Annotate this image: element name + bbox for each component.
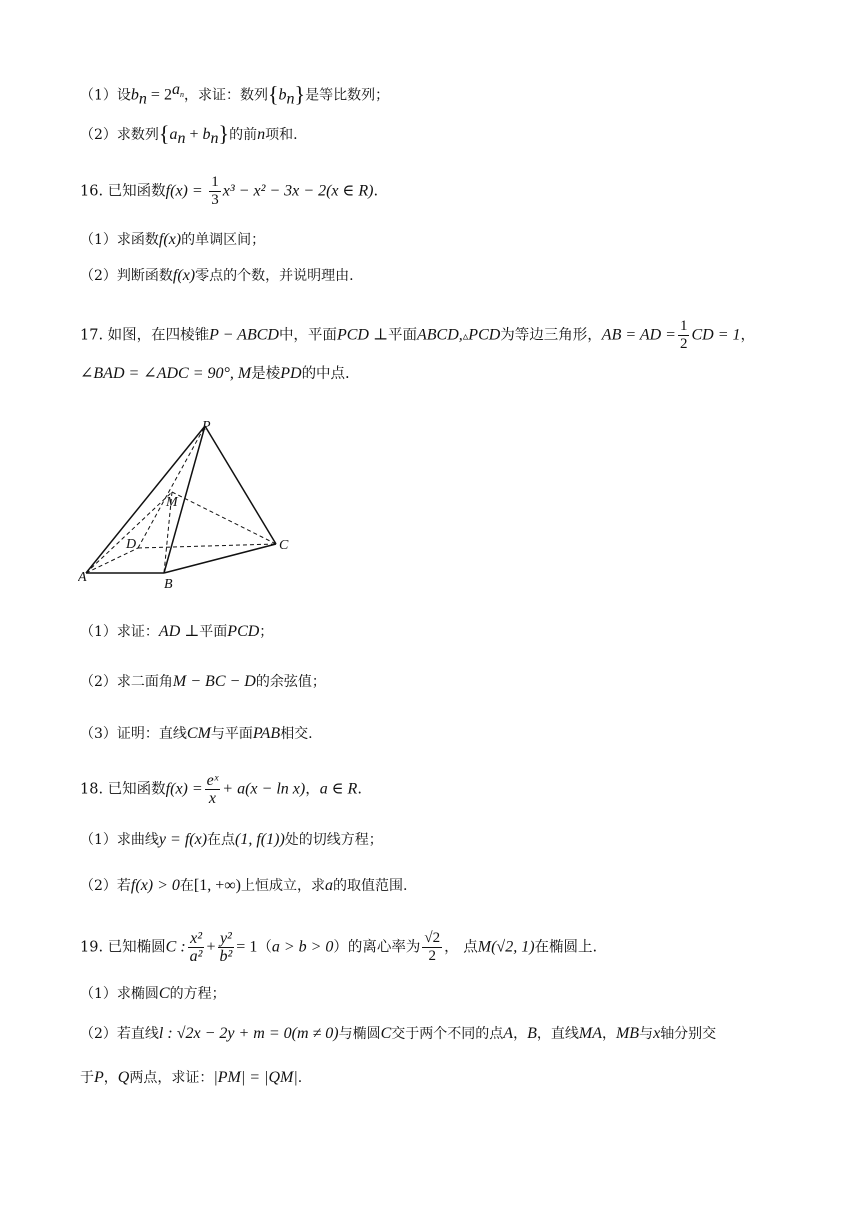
math: P xyxy=(94,1069,104,1086)
math: + xyxy=(185,126,203,143)
math: M(√2, 1) xyxy=(477,938,535,956)
math: y = f(x) xyxy=(158,831,208,848)
text: ， xyxy=(601,1026,616,1042)
q16-part1 xyxy=(80,230,265,250)
label-D: D xyxy=(126,537,137,552)
text: 的前 xyxy=(229,127,258,143)
math: b xyxy=(130,86,139,104)
math: f(x) xyxy=(158,231,182,248)
text: ， xyxy=(513,1026,528,1042)
edge-MA xyxy=(86,492,172,573)
math: MB xyxy=(615,1025,640,1042)
fraction xyxy=(422,930,442,965)
text: 19. 已知椭圆 xyxy=(80,939,166,956)
numerator: √2 xyxy=(424,930,441,946)
text: 在点 xyxy=(207,832,236,848)
math: f(x) > 0 xyxy=(130,877,180,894)
numerator: y² xyxy=(218,930,235,948)
q18-statement xyxy=(80,772,362,807)
math: AD ⊥ xyxy=(158,623,200,640)
text: 的方程； xyxy=(169,986,226,1002)
math: ∠BAD = ∠ADC = 90°, M xyxy=(80,365,252,382)
fraction xyxy=(218,930,235,965)
text: （1）求椭圆 xyxy=(80,986,159,1002)
text: 的余弦值； xyxy=(255,674,326,690)
text: （ xyxy=(257,939,272,956)
fraction xyxy=(678,318,690,353)
math: PAB xyxy=(252,725,281,742)
text: （1）求曲线 xyxy=(80,832,159,848)
text: （2）求二面角 xyxy=(80,674,173,690)
text: 17. 如图，在四棱锥 xyxy=(80,327,210,344)
math: MA xyxy=(578,1025,602,1042)
math: f(x) xyxy=(172,267,196,284)
text: 与椭圆 xyxy=(338,1026,381,1042)
text: ； xyxy=(259,624,274,640)
text: 为等边三角形， xyxy=(500,327,602,344)
text: （1）设 xyxy=(80,87,131,104)
math: a xyxy=(169,126,178,143)
text: （2）判断函数 xyxy=(80,268,173,284)
text: 与平面 xyxy=(210,726,253,742)
q18-part2 xyxy=(80,876,407,896)
math: a ∈ R xyxy=(319,780,358,798)
q19-part2-cont xyxy=(80,1068,302,1088)
denominator: b² xyxy=(219,948,233,965)
q19-statement xyxy=(80,930,597,965)
math: f(x) = xyxy=(165,780,203,798)
math: AB = AD = xyxy=(601,326,676,344)
q17-part3 xyxy=(80,724,313,744)
fraction xyxy=(209,174,221,209)
text: 处的切线方程； xyxy=(284,832,383,848)
text: （2）若直线 xyxy=(80,1026,159,1042)
edge-DC xyxy=(138,544,276,548)
math: n xyxy=(210,129,219,147)
text: 上恒成立，求 xyxy=(241,878,326,894)
math: b xyxy=(202,126,211,143)
math: P − ABCD xyxy=(209,326,279,344)
fraction xyxy=(205,772,221,807)
denominator: 3 xyxy=(211,192,219,208)
text: 是等比数列； xyxy=(305,87,390,104)
math: (1, f(1)) xyxy=(235,831,285,848)
math: CD = 1 xyxy=(691,326,741,344)
label-M: M xyxy=(166,495,178,510)
text: 中，平面 xyxy=(278,327,337,344)
math: x xyxy=(653,1025,661,1042)
q17-part1 xyxy=(80,622,273,642)
text: 18. 已知函数 xyxy=(80,781,166,798)
text: 在椭圆上. xyxy=(534,939,598,956)
q15-part2: （2）求数列$\{a_n + b_n\}$的前n项和. xyxy=(80,121,298,147)
text: 16. 已知函数 xyxy=(80,183,166,200)
math: M − BC − D xyxy=(172,673,256,690)
math: f(x) = xyxy=(165,182,203,200)
text: （3）证明：直线 xyxy=(80,726,187,742)
q18-part1 xyxy=(80,830,383,850)
math: = 1 xyxy=(236,938,258,956)
text: ， 点 xyxy=(444,939,478,956)
math: PCD xyxy=(227,623,260,640)
text: （2）求数列 xyxy=(80,127,159,143)
edge-PC xyxy=(205,426,276,544)
text: 在 xyxy=(179,878,194,894)
text: 的取值范围. xyxy=(333,878,408,894)
numerator: 1 xyxy=(211,174,219,190)
math: a xyxy=(325,877,334,894)
text: . xyxy=(297,1070,303,1086)
label-B: B xyxy=(164,577,173,592)
math: [1, +∞) xyxy=(193,877,242,894)
math: + xyxy=(206,938,216,956)
math: l : √2x − 2y + m = 0(m ≠ 0) xyxy=(158,1025,339,1042)
text: 于 xyxy=(80,1070,94,1086)
denominator: 2 xyxy=(428,948,437,964)
math: n xyxy=(177,129,186,147)
q19-part1 xyxy=(80,984,226,1004)
math: a > b > 0 xyxy=(271,938,334,956)
q15-part1: （1）设$b_n = 2^{a_n}$，求证：数列$\{b_n\}$是等比数列； xyxy=(80,81,390,108)
q17-part2 xyxy=(80,672,326,692)
math: A xyxy=(503,1025,514,1042)
text: 与 xyxy=(639,1026,654,1042)
math: x³ − x² − 3x − 2(x ∈ R) xyxy=(222,182,374,200)
math: |PM| = |QM| xyxy=(213,1069,298,1086)
denominator: 2 xyxy=(679,336,688,352)
text: ）的离心率为 xyxy=(333,939,421,956)
numerator: eˣ xyxy=(206,772,219,789)
q19-part2 xyxy=(80,1024,716,1044)
math: CM xyxy=(186,725,211,742)
text: . xyxy=(357,781,362,798)
denominator: a² xyxy=(189,948,203,965)
text: 平面 xyxy=(199,624,228,640)
text: 是棱 xyxy=(251,366,281,382)
text: 交于两个不同的点 xyxy=(391,1026,504,1042)
math: + a(x − ln x) xyxy=(222,780,306,798)
text: 零点的个数，并说明理由. xyxy=(195,268,354,284)
math: n xyxy=(286,90,295,108)
math: C xyxy=(158,985,170,1002)
math: PCD xyxy=(468,326,501,344)
math: n xyxy=(257,126,266,143)
fraction xyxy=(188,930,205,965)
math: C : xyxy=(165,938,186,956)
label-A: A xyxy=(78,570,87,585)
math: Q xyxy=(117,1069,130,1086)
text: 平面 xyxy=(387,327,417,344)
math: n xyxy=(138,90,147,108)
triangle-symbol: ▵ xyxy=(462,329,469,343)
edge-BC xyxy=(164,544,276,573)
math: B xyxy=(527,1025,537,1042)
text: ， xyxy=(103,1070,118,1086)
numerator: 1 xyxy=(679,318,688,334)
text: ， xyxy=(305,781,320,798)
numerator: x² xyxy=(188,930,205,948)
math: ABCD, xyxy=(416,326,463,344)
text: ，直线 xyxy=(536,1026,579,1042)
edge-PD xyxy=(138,426,205,548)
text: 的单调区间； xyxy=(181,232,266,248)
text: . xyxy=(373,183,379,200)
math: = 2 xyxy=(146,86,172,104)
text: 轴分别交 xyxy=(660,1026,717,1042)
label-P: P xyxy=(202,419,211,434)
text: （1）求函数 xyxy=(80,232,159,248)
q16-statement xyxy=(80,174,378,209)
text: 两点，求证： xyxy=(129,1070,214,1086)
text: 的中点. xyxy=(301,366,350,382)
text: 相交. xyxy=(280,726,313,742)
text: （1）求证： xyxy=(80,624,159,640)
math: b xyxy=(278,86,287,104)
q17-statement-line2 xyxy=(80,364,350,384)
math: PCD ⊥ xyxy=(336,326,388,344)
denominator: x xyxy=(208,790,217,807)
math: PD xyxy=(280,365,302,382)
q17-statement-line1 xyxy=(80,318,755,353)
text: 项和. xyxy=(265,127,298,143)
math: n xyxy=(179,90,184,99)
text: ， xyxy=(740,327,756,344)
q16-part2 xyxy=(80,266,354,286)
math: a xyxy=(171,81,180,98)
label-C: C xyxy=(279,538,289,553)
math: C xyxy=(380,1025,392,1042)
pyramid-figure xyxy=(78,414,308,594)
text: ，求证：数列 xyxy=(183,87,268,104)
text: （2）若 xyxy=(80,878,131,894)
